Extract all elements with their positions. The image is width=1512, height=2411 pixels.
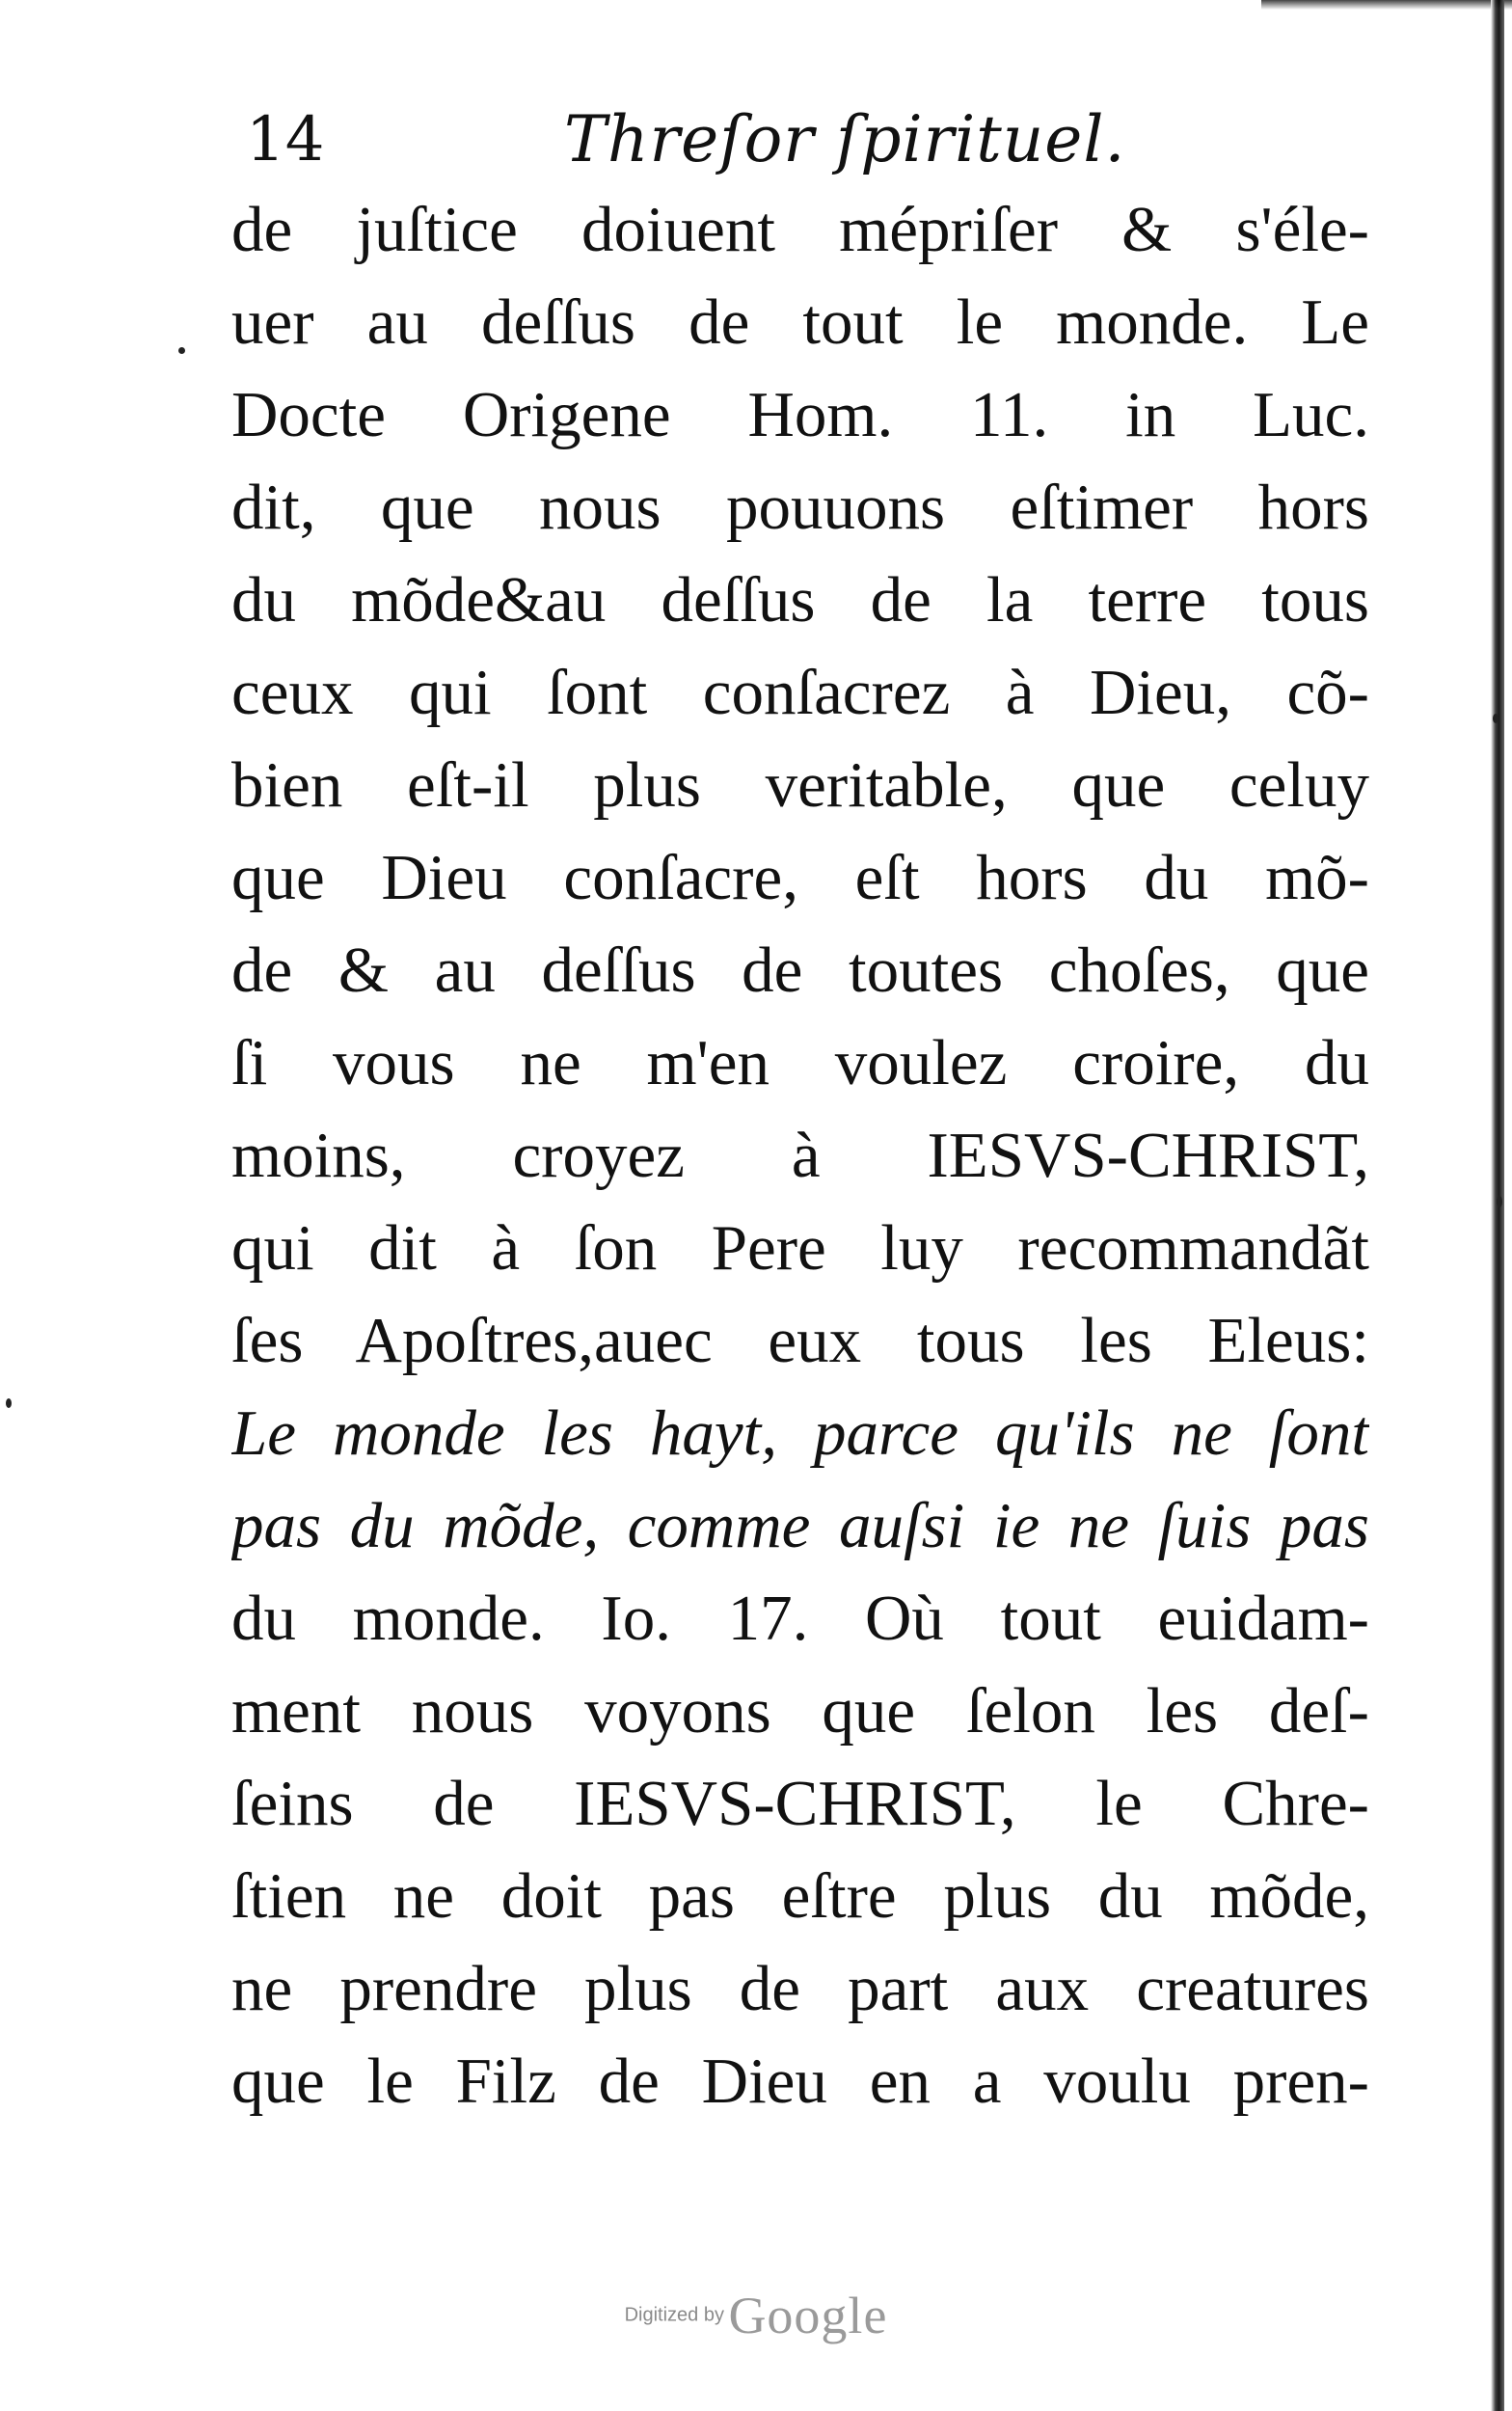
text-line: moins, croyez à IESVS-CHRIST, xyxy=(231,1120,1369,1191)
text-line: bien eſt-il plus veritable, que celuy xyxy=(231,749,1369,821)
page-header xyxy=(246,96,1364,193)
text-line: ſeins de IESVS-CHRIST, le Chre- xyxy=(231,1768,1369,1839)
digitization-watermark xyxy=(0,2286,1512,2345)
text-line: ne prendre plus de part aux creatures xyxy=(231,1953,1369,2024)
text-line: ment nous voyons que ſelon les deſ- xyxy=(231,1675,1369,1747)
page-edge-shadow-top xyxy=(1261,0,1512,10)
text-line: uer au deſſus de tout le monde. Le xyxy=(231,286,1369,358)
text-line: Le monde les hayt, parce qu'ils ne ſont xyxy=(231,1397,1369,1469)
text-line: pas du mõde, comme auſsi ie ne ſuis pas xyxy=(231,1490,1369,1561)
print-speck xyxy=(6,1398,12,1408)
page-number: 14 xyxy=(246,104,325,176)
text-line: que le Filz de Dieu en a voulu pren- xyxy=(231,2045,1369,2117)
print-speck xyxy=(178,347,185,354)
text-line: qui dit à ſon Pere luy recommandãt xyxy=(231,1212,1369,1284)
text-line: ceux qui ſont conſacrez à Dieu, cõ- xyxy=(231,657,1369,728)
text-line: ſi vous ne m'en voulez croire, du xyxy=(231,1027,1369,1098)
text-line: ſes Apoſtres,auec eux tous les Eleus: xyxy=(231,1305,1369,1376)
running-title: Threſor ſpirituel. xyxy=(564,102,1126,176)
print-speck xyxy=(1493,714,1498,723)
text-line: dit, que nous pouuons eſtimer hors xyxy=(231,472,1369,543)
print-speck xyxy=(1497,1196,1502,1207)
text-line: de & au deſſus de toutes choſes, que xyxy=(231,935,1369,1006)
digitized-by-label: Digitized by xyxy=(624,2304,724,2326)
text-line: que Dieu conſacre, eſt hors du mõ- xyxy=(231,842,1369,913)
text-line: Docte Origene Hom. 11. in Luc. xyxy=(231,379,1369,450)
text-line: ſtien ne doit pas eſtre plus du mõde, xyxy=(231,1860,1369,1932)
body-text xyxy=(231,183,1369,2127)
text-line: de juſtice doiuent mépriſer & s'éle- xyxy=(231,194,1369,265)
text-line: du mõde&au deſſus de la terre tous xyxy=(231,564,1369,636)
google-logo: Google xyxy=(728,2287,888,2344)
text-line: du monde. Io. 17. Où tout euidam- xyxy=(231,1583,1369,1654)
